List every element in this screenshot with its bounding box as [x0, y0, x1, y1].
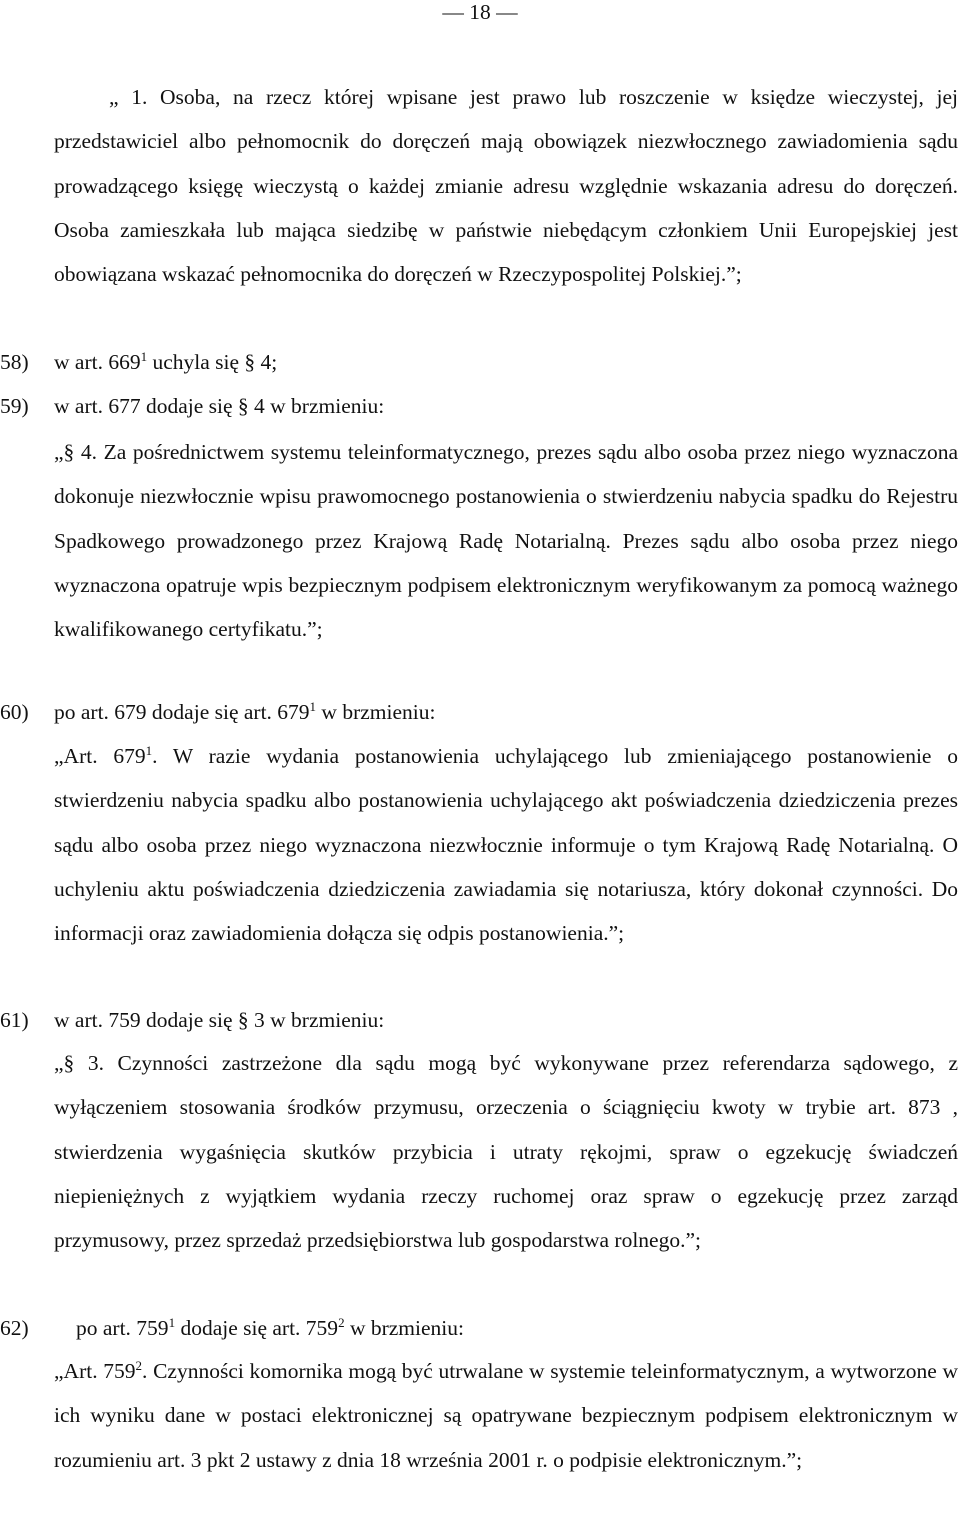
article-label: „Art. 759	[54, 1359, 136, 1383]
superscript: 2	[135, 1358, 143, 1373]
superscript: 1	[145, 743, 153, 758]
item-text: w art. 677 dodaje się § 4 w brzmieniu:	[54, 394, 385, 418]
list-item-62	[0, 1311, 464, 1345]
paragraph-art-759-2	[54, 1349, 958, 1482]
item-text-cont: w brzmieniu:	[316, 700, 436, 724]
list-item-58	[0, 345, 277, 379]
paragraph-art-626-section-1: „ 1. Osoba, na rzecz której wpisane jest prawo lub roszczenie w księdze wieczystej, jej przedstawiciel albo pełnomocnik do doręczeń mają obowiązek niezwłocznego zawiadomienia sądu prowadzącego księgę wieczystą o każdej zmianie adresu względnie wskazania adresu do doręczeń. Osoba zamieszkała lub mająca siedzibę w państwie niebędącym członkiem Unii Europejskiej jest obowiązana wskazać pełnomocnika do doręczeń w Rzeczypospolitej Polskiej.”;	[54, 85, 958, 287]
article-text: . W razie wydania postanowienia uchylającego lub zmieniającego postanowienie o stwierdzeniu nabycia spadku albo postanowienia uchylającego akt poświadczenia dziedziczenia prezes sądu albo osoba przez niego wyznaczona niezwłocznie informuje o tym Krajową Radę Notarialną. O uchyleniu aktu poświadczenia dziedziczenia zawiadamia się notariusza, który dokonał czynności. Do informacji oraz zawiadomienia dołącza się odpis postanowienia.”;	[54, 744, 959, 946]
item-number: 61)	[0, 1008, 29, 1032]
item-text-end: w brzmieniu:	[344, 1316, 464, 1340]
article-text: . Czynności komornika mogą być utrwalane w systemie teleinformatycznym, a wytworzone w ich wyniku dane w postaci elektronicznej są opatrywane bezpiecznym podpisem elektronicznym w rozumieniu art. 3 pkt 2 ustawy z dnia 18 września 2001 r. o podpisie elektronicznym.”;	[54, 1359, 959, 1472]
item-text-cont: uchyla się § 4;	[147, 350, 278, 374]
item-text: po art. 759	[76, 1316, 169, 1340]
item-number: 62)	[0, 1316, 29, 1340]
article-label: „Art. 679	[54, 744, 146, 768]
item-text: w art. 669	[54, 350, 141, 374]
list-item-61	[0, 1003, 384, 1037]
list-item-59	[0, 389, 384, 423]
item-number: 58)	[0, 350, 29, 374]
superscript: 2	[338, 1315, 345, 1330]
paragraph-art-677-section-4: „§ 4. Za pośrednictwem systemu teleinformatycznego, prezes sądu albo osoba przez niego wyznaczona dokonuje niezwłocznie wpisu prawomocnego postanowienia o stwierdzeniu nabycia spadku do Rejestru Spadkowego prowadzonego przez Krajową Radę Notarialną. Prezes sądu albo osoba przez niego wyznaczona opatruje wpis bezpiecznym podpisem elektronicznym weryfikowanym za pomocą ważnego kwalifikowanego certyfikatu.”;	[54, 440, 958, 642]
superscript: 1	[168, 1315, 176, 1330]
item-number: 59)	[0, 394, 29, 418]
list-item-60	[0, 695, 435, 729]
page-number: — 18 —	[442, 0, 518, 24]
paragraph-art-759-section-3: „§ 3. Czynności zastrzeżone dla sądu mogą być wykonywane przez referendarza sądowego, z wyłączeniem stosowania środków przymusu, orzeczenia o ściągnięciu kwoty w trybie art. 873 , stwierdzenia wygaśnięcia skutków przybicia i utraty rękojmi, spraw o egzekucję świadczeń niepieniężnych z wyjątkiem wydania rzeczy ruchomej oraz spraw o egzekucję przez zarząd przymusowy, przez sprzedaż przedsiębiorstwa lub gospodarstwa rolnego.”;	[54, 1051, 958, 1253]
item-text: po art. 679 dodaje się art. 679	[54, 700, 310, 724]
paragraph-art-679-1	[54, 734, 958, 955]
item-text-cont: dodaje się art. 759	[175, 1316, 339, 1340]
item-text: w art. 759 dodaje się § 3 w brzmieniu:	[54, 1008, 385, 1032]
item-number: 60)	[0, 700, 29, 724]
superscript: 1	[140, 349, 148, 364]
superscript: 1	[309, 699, 317, 714]
